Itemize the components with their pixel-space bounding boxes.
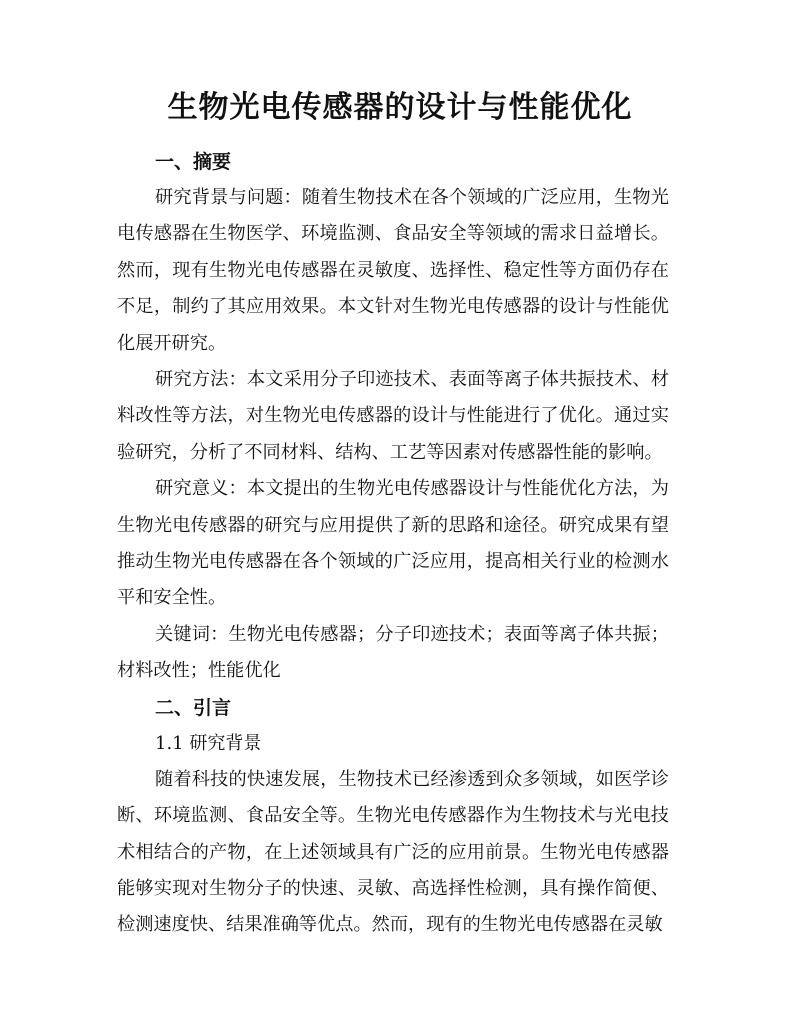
document-body	[117, 144, 669, 944]
document-title: 生物光电传感器的设计与性能优化	[167, 90, 633, 125]
abstract-paragraph-background: 研究背景与问题：随着生物技术在各个领域的广泛应用，生物光电传感器在生物医学、环境监测、食品安全等领域的需求日益增长。然而，现有生物光电传感器在灵敏度、选择性、稳定性等方面仍存在不足，制约了其应用效果。本文针对生物光电传感器的设计与性能优化展开研究。	[117, 187, 669, 354]
introduction-paragraph: 随着科技的快速发展，生物技术已经渗透到众多领域，如医学诊断、环境监测、食品安全等。生物光电传感器作为生物技术与光电技术相结合的产物，在上述领域具有广泛的应用前景。生物光电传感器能够实现对生物分子的快速、灵敏、高选择性检测，具有操作简便、检测速度快、结果准确等优点。然而，现有的生物光电传感器在灵敏	[117, 768, 669, 936]
abstract-keywords: 关键词：生物光电传感器；分子印迹技术；表面等离子体共振；材料改性；性能优化	[117, 623, 669, 682]
section-heading-abstract: 一、摘要	[155, 151, 232, 173]
subsection-heading-background: 1.1 研究背景	[155, 732, 262, 754]
section-heading-introduction: 二、引言	[155, 696, 232, 719]
abstract-paragraph-significance: 研究意义：本文提出的生物光电传感器设计与性能优化方法，为生物光电传感器的研究与应用提供了新的思路和途径。研究成果有望推动生物光电传感器在各个领域的广泛应用，提高相关行业的检测水平和安全性。	[117, 478, 669, 609]
abstract-paragraph-methods: 研究方法：本文采用分子印迹技术、表面等离子体共振技术、材料改性等方法，对生物光电传感器的设计与性能进行了优化。通过实验研究，分析了不同材料、结构、工艺等因素对传感器性能的影响。	[117, 369, 669, 463]
